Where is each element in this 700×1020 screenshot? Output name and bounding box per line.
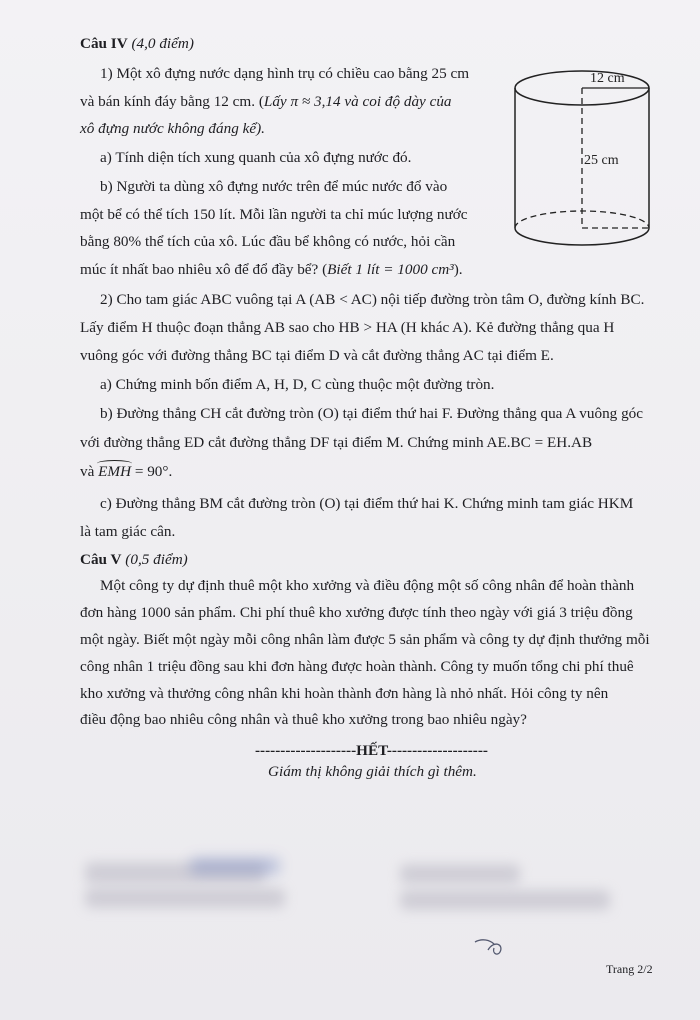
part-1a: a) Tính diện tích xung quanh của xô đựng nước đó. bbox=[100, 149, 412, 166]
part-1b-line-4c: ). bbox=[453, 261, 463, 278]
part-2b-line-3c: = 90°. bbox=[131, 463, 173, 480]
question-4-points: (4,0 điểm) bbox=[131, 35, 194, 52]
handwritten-mark bbox=[470, 930, 520, 960]
part-1-line-3: xô đựng nước không đáng kể). bbox=[80, 120, 265, 137]
question-5-line-4: công nhân 1 triệu đồng sau khi đơn hàng được hoàn thành. Công ty muốn tổng chi phí thuê bbox=[80, 658, 634, 675]
blurred-signature-left bbox=[190, 858, 280, 874]
blurred-info-left-2 bbox=[85, 888, 285, 908]
question-4-header bbox=[80, 34, 194, 53]
question-5-points: (0,5 điểm) bbox=[125, 551, 188, 568]
part-2-line-2: Lấy điểm H thuộc đoạn thẳng AB sao cho HB > HA (H khác A). Kẻ đường thẳng qua H bbox=[80, 319, 615, 336]
height-label: 25 cm bbox=[584, 153, 619, 168]
question-5-line-1: Một công ty dự định thuê một kho xưởng và điều động một số công nhân để hoàn thành bbox=[100, 577, 635, 594]
part-1b-line-4b: Biết 1 lít = 1000 cm³ bbox=[327, 261, 454, 278]
part-1b-line-3: bằng 80% thể tích của xô. Lúc đầu bể không có nước, hỏi cần bbox=[80, 233, 456, 250]
radius-label: 12 cm bbox=[590, 71, 625, 86]
part-2b-line-2: với đường thẳng ED cắt đường thẳng DF tại điểm M. Chứng minh AE.BC = EH.AB bbox=[80, 434, 593, 451]
question-5-line-3: một ngày. Biết một ngày mỗi công nhân làm được 5 sản phẩm và công ty dự định thưởng mỗi bbox=[80, 631, 650, 648]
blurred-info-right-1 bbox=[400, 864, 520, 884]
part-1b-line-4 bbox=[80, 260, 463, 279]
part-1b-line-1: b) Người ta dùng xô đựng nước trên để múc nước đổ vào bbox=[100, 178, 448, 195]
part-1-line-1: 1) Một xô đựng nước dạng hình trụ có chiều cao bằng 25 cm bbox=[100, 65, 470, 82]
part-2c-line-1: c) Đường thẳng BM cắt đường tròn (O) tại điểm thứ hai K. Chứng minh tam giác HKM bbox=[100, 495, 634, 512]
part-2b-line-1: b) Đường thẳng CH cắt đường tròn (O) tại điểm thứ hai F. Đường thẳng qua A vuông góc bbox=[100, 405, 643, 422]
part-1-line-2b: Lấy π ≈ 3,14 và coi độ dày của bbox=[263, 93, 452, 110]
question-5-line-2: đơn hàng 1000 sản phẩm. Chi phí thuê kho xưởng được tính theo ngày với giá 3 triệu đồng bbox=[80, 604, 633, 621]
question-4-title: Câu IV bbox=[80, 35, 128, 52]
question-5-header bbox=[80, 550, 188, 569]
part-2b-line-3a: và bbox=[80, 463, 99, 480]
part-2a: a) Chứng minh bốn điểm A, H, D, C cùng thuộc một đường tròn. bbox=[100, 376, 495, 393]
cylinder-figure bbox=[505, 62, 665, 262]
part-1-line-2 bbox=[80, 92, 452, 111]
part-2-line-3: vuông góc với đường thẳng BC tại điểm D và cắt đường thẳng AC tại điểm E. bbox=[80, 347, 554, 364]
footer-note: Giám thị không giải thích gì thêm. bbox=[268, 763, 477, 780]
angle-emh-text: EMH bbox=[98, 463, 132, 480]
question-5-line-6: điều động bao nhiêu công nhân và thuê kho xưởng trong bao nhiêu ngày? bbox=[80, 711, 527, 728]
question-5-title: Câu V bbox=[80, 551, 122, 568]
part-2b-line-3 bbox=[80, 462, 172, 481]
blurred-info-right-2 bbox=[400, 890, 610, 910]
part-1-line-2a: và bán kính đáy bằng 12 cm. ( bbox=[80, 93, 264, 110]
part-2-line-1: 2) Cho tam giác ABC vuông tại A (AB < AC) nội tiếp đường tròn tâm O, đường kính BC. bbox=[100, 291, 645, 308]
page-number: Trang 2/2 bbox=[606, 962, 653, 976]
part-2c-line-2: là tam giác cân. bbox=[80, 523, 176, 540]
cylinder-bottom-front bbox=[515, 228, 649, 245]
part-1b-line-2: một bể có thể tích 150 lít. Mỗi lần người ta chỉ múc lượng nước bbox=[80, 206, 468, 223]
part-1b-line-4a: múc ít nhất bao nhiêu xô để đổ đầy bể? ( bbox=[80, 261, 328, 278]
end-marker: --------------------HẾT-------------------- bbox=[255, 742, 488, 759]
angle-emh bbox=[98, 463, 131, 480]
question-5-line-5: kho xưởng và thưởng công nhân khi hoàn thành đơn hàng là nhỏ nhất. Hỏi công ty nên bbox=[80, 685, 609, 702]
angle-arc bbox=[97, 460, 132, 467]
